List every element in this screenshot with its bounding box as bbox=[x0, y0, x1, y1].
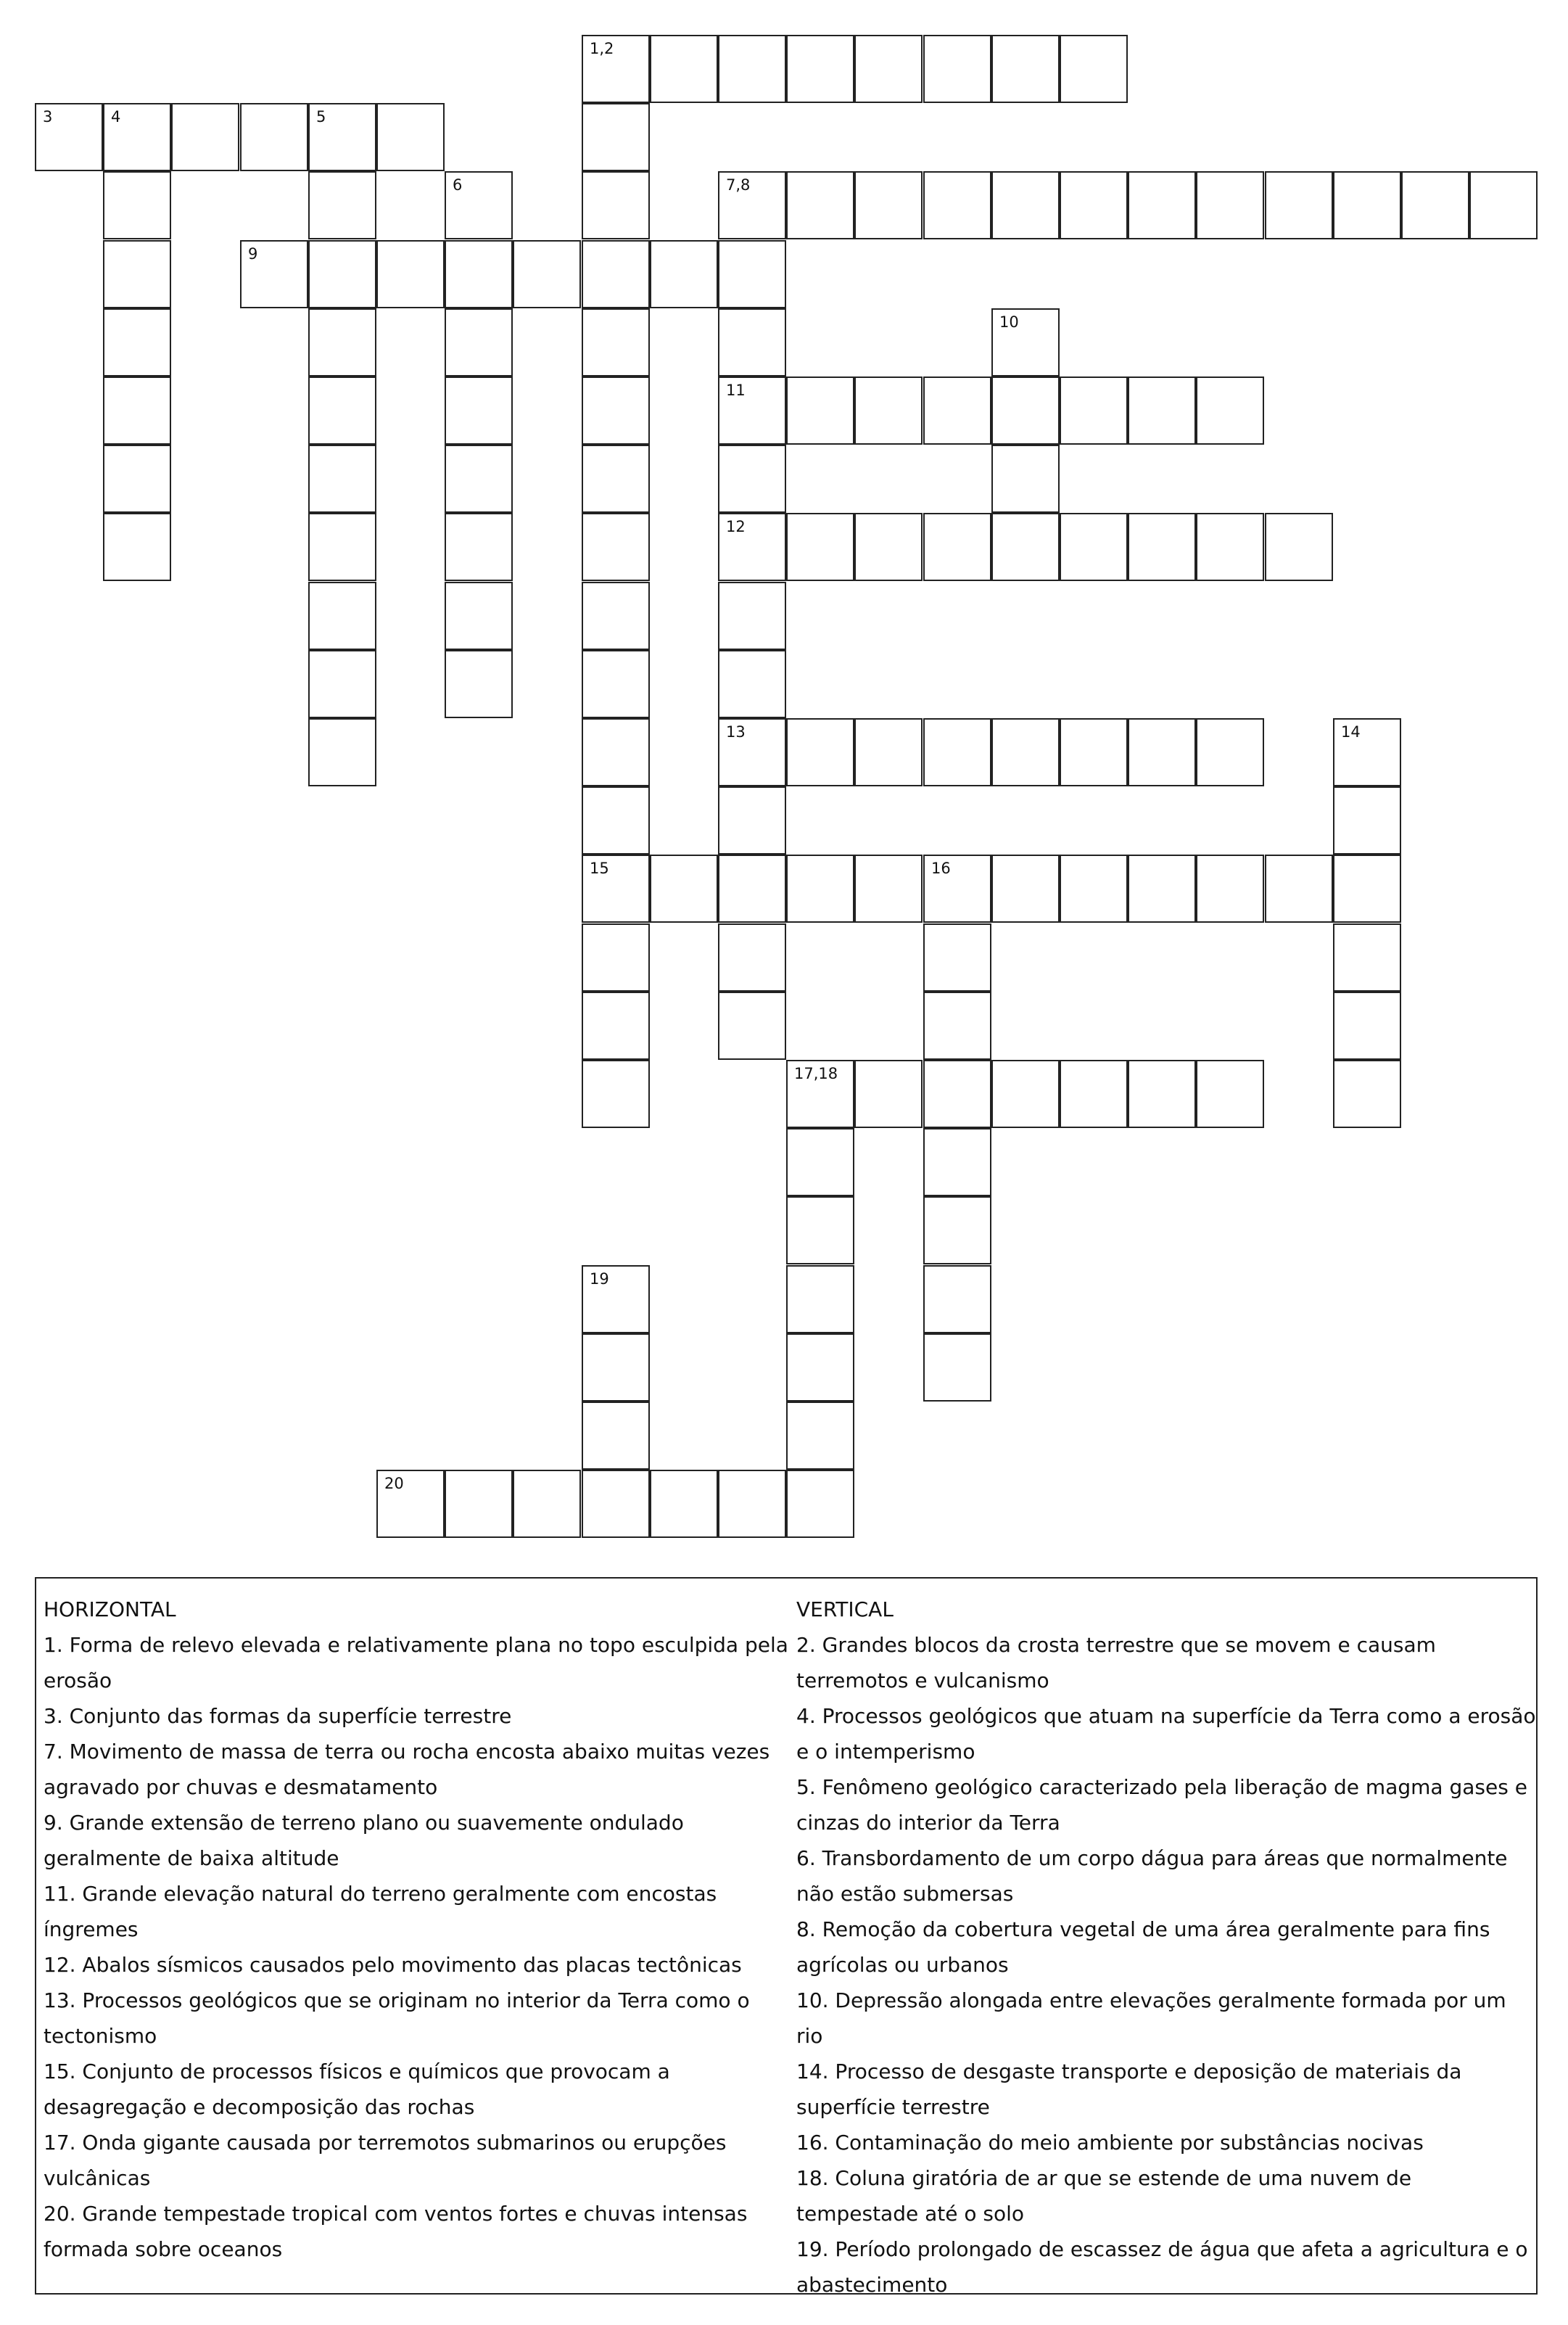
clue-vertical: 19. Período prolongado de escassez de água que afeta a agricultura e o abastecimento bbox=[796, 2237, 1528, 2297]
grid-cell[interactable] bbox=[1060, 35, 1128, 103]
grid-cell[interactable] bbox=[103, 240, 171, 308]
clue-number-label: 10 bbox=[999, 313, 1019, 331]
grid-cell[interactable] bbox=[854, 35, 923, 103]
grid-cell[interactable] bbox=[718, 240, 786, 308]
clue-number-label: 17,18 bbox=[794, 1065, 838, 1082]
grid-cell[interactable] bbox=[308, 445, 376, 513]
grid-cell[interactable] bbox=[718, 992, 786, 1060]
grid-cell[interactable] bbox=[103, 171, 171, 239]
grid-cell[interactable] bbox=[786, 376, 854, 445]
vertical-heading: VERTICAL bbox=[796, 1597, 894, 1621]
grid-cell[interactable] bbox=[718, 718, 786, 786]
grid-cell[interactable] bbox=[786, 1333, 854, 1402]
clue-vertical: 5. Fenômeno geológico caracterizado pela liberação de magma gases e cinzas do interior da Terra bbox=[796, 1775, 1527, 1835]
grid-cell[interactable] bbox=[786, 35, 854, 103]
clue-box bbox=[35, 1577, 1538, 2295]
grid-cell[interactable] bbox=[103, 103, 171, 171]
grid-cell[interactable] bbox=[854, 376, 923, 445]
grid-cell[interactable] bbox=[582, 1402, 650, 1470]
grid-cell[interactable] bbox=[923, 376, 991, 445]
grid-cell[interactable] bbox=[923, 1196, 991, 1264]
grid-cell[interactable] bbox=[1265, 855, 1333, 923]
grid-cell[interactable] bbox=[854, 171, 923, 239]
grid-cell[interactable] bbox=[650, 1470, 718, 1538]
grid-cell[interactable] bbox=[718, 1470, 786, 1538]
grid-cell[interactable] bbox=[582, 513, 650, 581]
clue-horizontal: 9. Grande extensão de terreno plano ou suavemente ondulado geralmente de baixa altitude bbox=[44, 1811, 684, 1870]
grid-cell[interactable] bbox=[1128, 171, 1196, 239]
grid-cell[interactable] bbox=[923, 1265, 991, 1333]
grid-cell[interactable] bbox=[786, 718, 854, 786]
grid-cell[interactable] bbox=[308, 718, 376, 786]
grid-cell[interactable] bbox=[308, 240, 376, 308]
grid-cell[interactable] bbox=[308, 650, 376, 718]
grid-cell[interactable] bbox=[923, 1060, 991, 1128]
clue-vertical: 16. Contaminação do meio ambiente por substâncias nocivas bbox=[796, 2131, 1424, 2155]
grid-cell[interactable] bbox=[582, 376, 650, 445]
grid-cell[interactable] bbox=[991, 376, 1060, 445]
grid-cell[interactable] bbox=[582, 1060, 650, 1128]
grid-cell[interactable] bbox=[1333, 855, 1401, 923]
grid-cell[interactable] bbox=[1060, 718, 1128, 786]
grid-cell[interactable] bbox=[786, 1402, 854, 1470]
grid-cell[interactable] bbox=[1196, 376, 1264, 445]
clue-vertical: 4. Processos geológicos que atuam na superfície da Terra como a erosão e o intemperismo bbox=[796, 1704, 1536, 1764]
grid-cell[interactable] bbox=[923, 513, 991, 581]
grid-cell[interactable] bbox=[991, 513, 1060, 581]
grid-cell[interactable] bbox=[240, 103, 308, 171]
grid-cell[interactable] bbox=[1196, 1060, 1264, 1128]
grid-cell[interactable] bbox=[991, 445, 1060, 513]
grid-cell[interactable] bbox=[718, 786, 786, 855]
clue-horizontal: 17. Onda gigante causada por terremotos submarinos ou erupções vulcânicas bbox=[44, 2131, 727, 2190]
grid-cell[interactable] bbox=[650, 240, 718, 308]
grid-cell[interactable] bbox=[1060, 171, 1128, 239]
clue-horizontal: 12. Abalos sísmicos causados pelo movimento das placas tectônicas bbox=[44, 1953, 742, 1977]
clue-number-label: 3 bbox=[43, 108, 53, 125]
grid-cell[interactable] bbox=[1128, 855, 1196, 923]
grid-cell[interactable] bbox=[103, 513, 171, 581]
clue-horizontal: 11. Grande elevação natural do terreno geralmente com encostas íngremes bbox=[44, 1882, 717, 1941]
grid-cell[interactable] bbox=[1196, 171, 1264, 239]
grid-cell[interactable] bbox=[786, 1265, 854, 1333]
grid-cell[interactable] bbox=[991, 718, 1060, 786]
grid-cell[interactable] bbox=[103, 445, 171, 513]
grid-cell[interactable] bbox=[513, 240, 581, 308]
clue-horizontal: 13. Processos geológicos que se originam no interior da Terra como o tectonismo bbox=[44, 1988, 750, 2048]
grid-cell[interactable] bbox=[718, 582, 786, 650]
grid-cell[interactable] bbox=[718, 171, 786, 239]
grid-cell[interactable] bbox=[445, 513, 513, 581]
grid-cell[interactable] bbox=[240, 240, 308, 308]
grid-cell[interactable] bbox=[513, 1470, 581, 1538]
clue-number-label: 19 bbox=[590, 1270, 609, 1288]
clue-number-label: 12 bbox=[726, 518, 746, 535]
grid-cell[interactable] bbox=[103, 308, 171, 376]
grid-cell[interactable] bbox=[445, 1470, 513, 1538]
grid-cell[interactable] bbox=[582, 1265, 650, 1333]
clue-vertical: 8. Remoção da cobertura vegetal de uma área geralmente para fins agrícolas ou urbanos bbox=[796, 1917, 1490, 1977]
grid-cell[interactable] bbox=[582, 923, 650, 992]
grid-cell[interactable] bbox=[582, 171, 650, 239]
grid-cell[interactable] bbox=[786, 1196, 854, 1264]
grid-cell[interactable] bbox=[923, 855, 991, 923]
grid-cell[interactable] bbox=[1333, 171, 1401, 239]
grid-cell[interactable] bbox=[1060, 376, 1128, 445]
grid-cell[interactable] bbox=[308, 582, 376, 650]
grid-cell[interactable] bbox=[718, 376, 786, 445]
clue-number-label: 11 bbox=[726, 382, 746, 399]
grid-cell[interactable] bbox=[445, 171, 513, 239]
grid-cell[interactable] bbox=[445, 582, 513, 650]
grid-cell[interactable] bbox=[308, 513, 376, 581]
grid-cell[interactable] bbox=[718, 35, 786, 103]
clue-vertical: 2. Grandes blocos da crosta terrestre que se movem e causam terremotos e vulcanismo bbox=[796, 1633, 1436, 1692]
grid-cell[interactable] bbox=[582, 582, 650, 650]
grid-cell[interactable] bbox=[991, 855, 1060, 923]
grid-cell[interactable] bbox=[582, 308, 650, 376]
grid-cell[interactable] bbox=[308, 376, 376, 445]
grid-cell[interactable] bbox=[1128, 1060, 1196, 1128]
grid-cell[interactable] bbox=[308, 308, 376, 376]
grid-cell[interactable] bbox=[376, 103, 445, 171]
clue-number-label: 6 bbox=[453, 176, 463, 194]
grid-cell[interactable] bbox=[445, 240, 513, 308]
grid-cell[interactable] bbox=[991, 171, 1060, 239]
clue-number-label: 15 bbox=[590, 860, 609, 877]
grid-cell[interactable] bbox=[718, 923, 786, 992]
horizontal-heading: HORIZONTAL bbox=[44, 1597, 176, 1621]
clue-number-label: 16 bbox=[931, 860, 951, 877]
vertical-clues-column bbox=[796, 1592, 1536, 2303]
grid-cell[interactable] bbox=[786, 1470, 854, 1538]
grid-cell[interactable] bbox=[923, 171, 991, 239]
grid-cell[interactable] bbox=[1128, 376, 1196, 445]
grid-cell[interactable] bbox=[582, 240, 650, 308]
grid-cell[interactable] bbox=[1333, 786, 1401, 855]
grid-cell[interactable] bbox=[582, 855, 650, 923]
grid-cell[interactable] bbox=[650, 855, 718, 923]
grid-cell[interactable] bbox=[1196, 513, 1264, 581]
grid-cell[interactable] bbox=[923, 992, 991, 1060]
grid-cell[interactable] bbox=[1196, 855, 1264, 923]
clue-number-label: 20 bbox=[384, 1475, 404, 1492]
grid-cell[interactable] bbox=[923, 923, 991, 992]
grid-cell[interactable] bbox=[786, 1060, 854, 1128]
grid-cell[interactable] bbox=[854, 513, 923, 581]
grid-cell[interactable] bbox=[923, 1333, 991, 1402]
grid-cell[interactable] bbox=[718, 513, 786, 581]
clue-vertical: 6. Transbordamento de um corpo dágua para áreas que normalmente não estão submersas bbox=[796, 1846, 1508, 1906]
grid-cell[interactable] bbox=[445, 376, 513, 445]
grid-cell[interactable] bbox=[786, 1128, 854, 1196]
grid-cell[interactable] bbox=[171, 103, 239, 171]
grid-cell[interactable] bbox=[1060, 855, 1128, 923]
clue-vertical: 10. Depressão alongada entre elevações geralmente formada por um rio bbox=[796, 1988, 1506, 2048]
grid-cell[interactable] bbox=[1333, 1060, 1401, 1128]
clue-number-label: 1,2 bbox=[590, 40, 614, 57]
clue-horizontal: 1. Forma de relevo elevada e relativamente plana no topo esculpida pela erosão bbox=[44, 1633, 788, 1692]
grid-cell[interactable] bbox=[718, 308, 786, 376]
clue-horizontal: 7. Movimento de massa de terra ou rocha encosta abaixo muitas vezes agravado por chuvas e desmatamento bbox=[44, 1740, 770, 1799]
grid-cell[interactable] bbox=[718, 855, 786, 923]
grid-cell[interactable] bbox=[308, 103, 376, 171]
clue-number-label: 7,8 bbox=[726, 176, 751, 194]
grid-cell[interactable] bbox=[923, 718, 991, 786]
grid-cell[interactable] bbox=[1333, 992, 1401, 1060]
grid-cell[interactable] bbox=[582, 103, 650, 171]
horizontal-clues-column bbox=[44, 1592, 802, 2267]
grid-cell[interactable] bbox=[582, 1333, 650, 1402]
clue-vertical: 18. Coluna giratória de ar que se estende de uma nuvem de tempestade até o solo bbox=[796, 2166, 1412, 2226]
grid-cell[interactable] bbox=[1333, 718, 1401, 786]
grid-cell[interactable] bbox=[445, 650, 513, 718]
grid-cell[interactable] bbox=[445, 308, 513, 376]
grid-cell[interactable] bbox=[582, 786, 650, 855]
grid-cell[interactable] bbox=[1333, 923, 1401, 992]
grid-cell[interactable] bbox=[376, 240, 445, 308]
grid-cell[interactable] bbox=[308, 171, 376, 239]
grid-cell[interactable] bbox=[786, 513, 854, 581]
grid-cell[interactable] bbox=[582, 992, 650, 1060]
grid-cell[interactable] bbox=[1128, 718, 1196, 786]
grid-cell[interactable] bbox=[1265, 513, 1333, 581]
grid-cell[interactable] bbox=[35, 103, 103, 171]
grid-cell[interactable] bbox=[854, 855, 923, 923]
grid-cell[interactable] bbox=[923, 1128, 991, 1196]
grid-cell[interactable] bbox=[650, 35, 718, 103]
clue-horizontal: 15. Conjunto de processos físicos e químicos que provocam a desagregação e decomposição das rochas bbox=[44, 2059, 670, 2119]
clue-number-label: 14 bbox=[1341, 723, 1361, 741]
clue-horizontal: 3. Conjunto das formas da superfície terrestre bbox=[44, 1704, 512, 1728]
grid-cell[interactable] bbox=[1060, 513, 1128, 581]
grid-cell[interactable] bbox=[1060, 1060, 1128, 1128]
grid-cell[interactable] bbox=[1265, 171, 1333, 239]
grid-cell[interactable] bbox=[991, 35, 1060, 103]
grid-cell[interactable] bbox=[786, 855, 854, 923]
clue-horizontal: 20. Grande tempestade tropical com ventos fortes e chuvas intensas formada sobre oceanos bbox=[44, 2202, 748, 2261]
grid-cell[interactable] bbox=[923, 35, 991, 103]
grid-cell[interactable] bbox=[854, 718, 923, 786]
clue-number-label: 9 bbox=[248, 245, 258, 263]
grid-cell[interactable] bbox=[1128, 513, 1196, 581]
grid-cell[interactable] bbox=[582, 718, 650, 786]
clue-vertical: 14. Processo de desgaste transporte e deposição de materiais da superfície terrestre bbox=[796, 2059, 1462, 2119]
grid-cell[interactable] bbox=[445, 445, 513, 513]
grid-cell[interactable] bbox=[1196, 718, 1264, 786]
grid-cell[interactable] bbox=[582, 445, 650, 513]
clue-number-label: 4 bbox=[111, 108, 121, 125]
clue-number-label: 13 bbox=[726, 723, 746, 741]
grid-cell[interactable] bbox=[786, 171, 854, 239]
grid-cell[interactable] bbox=[582, 650, 650, 718]
grid-cell[interactable] bbox=[1401, 171, 1469, 239]
clue-number-label: 5 bbox=[316, 108, 326, 125]
grid-cell[interactable] bbox=[718, 650, 786, 718]
grid-cell[interactable] bbox=[376, 1470, 445, 1538]
grid-cell[interactable] bbox=[991, 308, 1060, 376]
grid-cell[interactable] bbox=[718, 445, 786, 513]
grid-cell[interactable] bbox=[854, 1060, 923, 1128]
grid-cell[interactable] bbox=[582, 1470, 650, 1538]
grid-cell[interactable] bbox=[991, 1060, 1060, 1128]
grid-cell[interactable] bbox=[103, 376, 171, 445]
grid-cell[interactable] bbox=[582, 35, 650, 103]
grid-cell[interactable] bbox=[1469, 171, 1538, 239]
